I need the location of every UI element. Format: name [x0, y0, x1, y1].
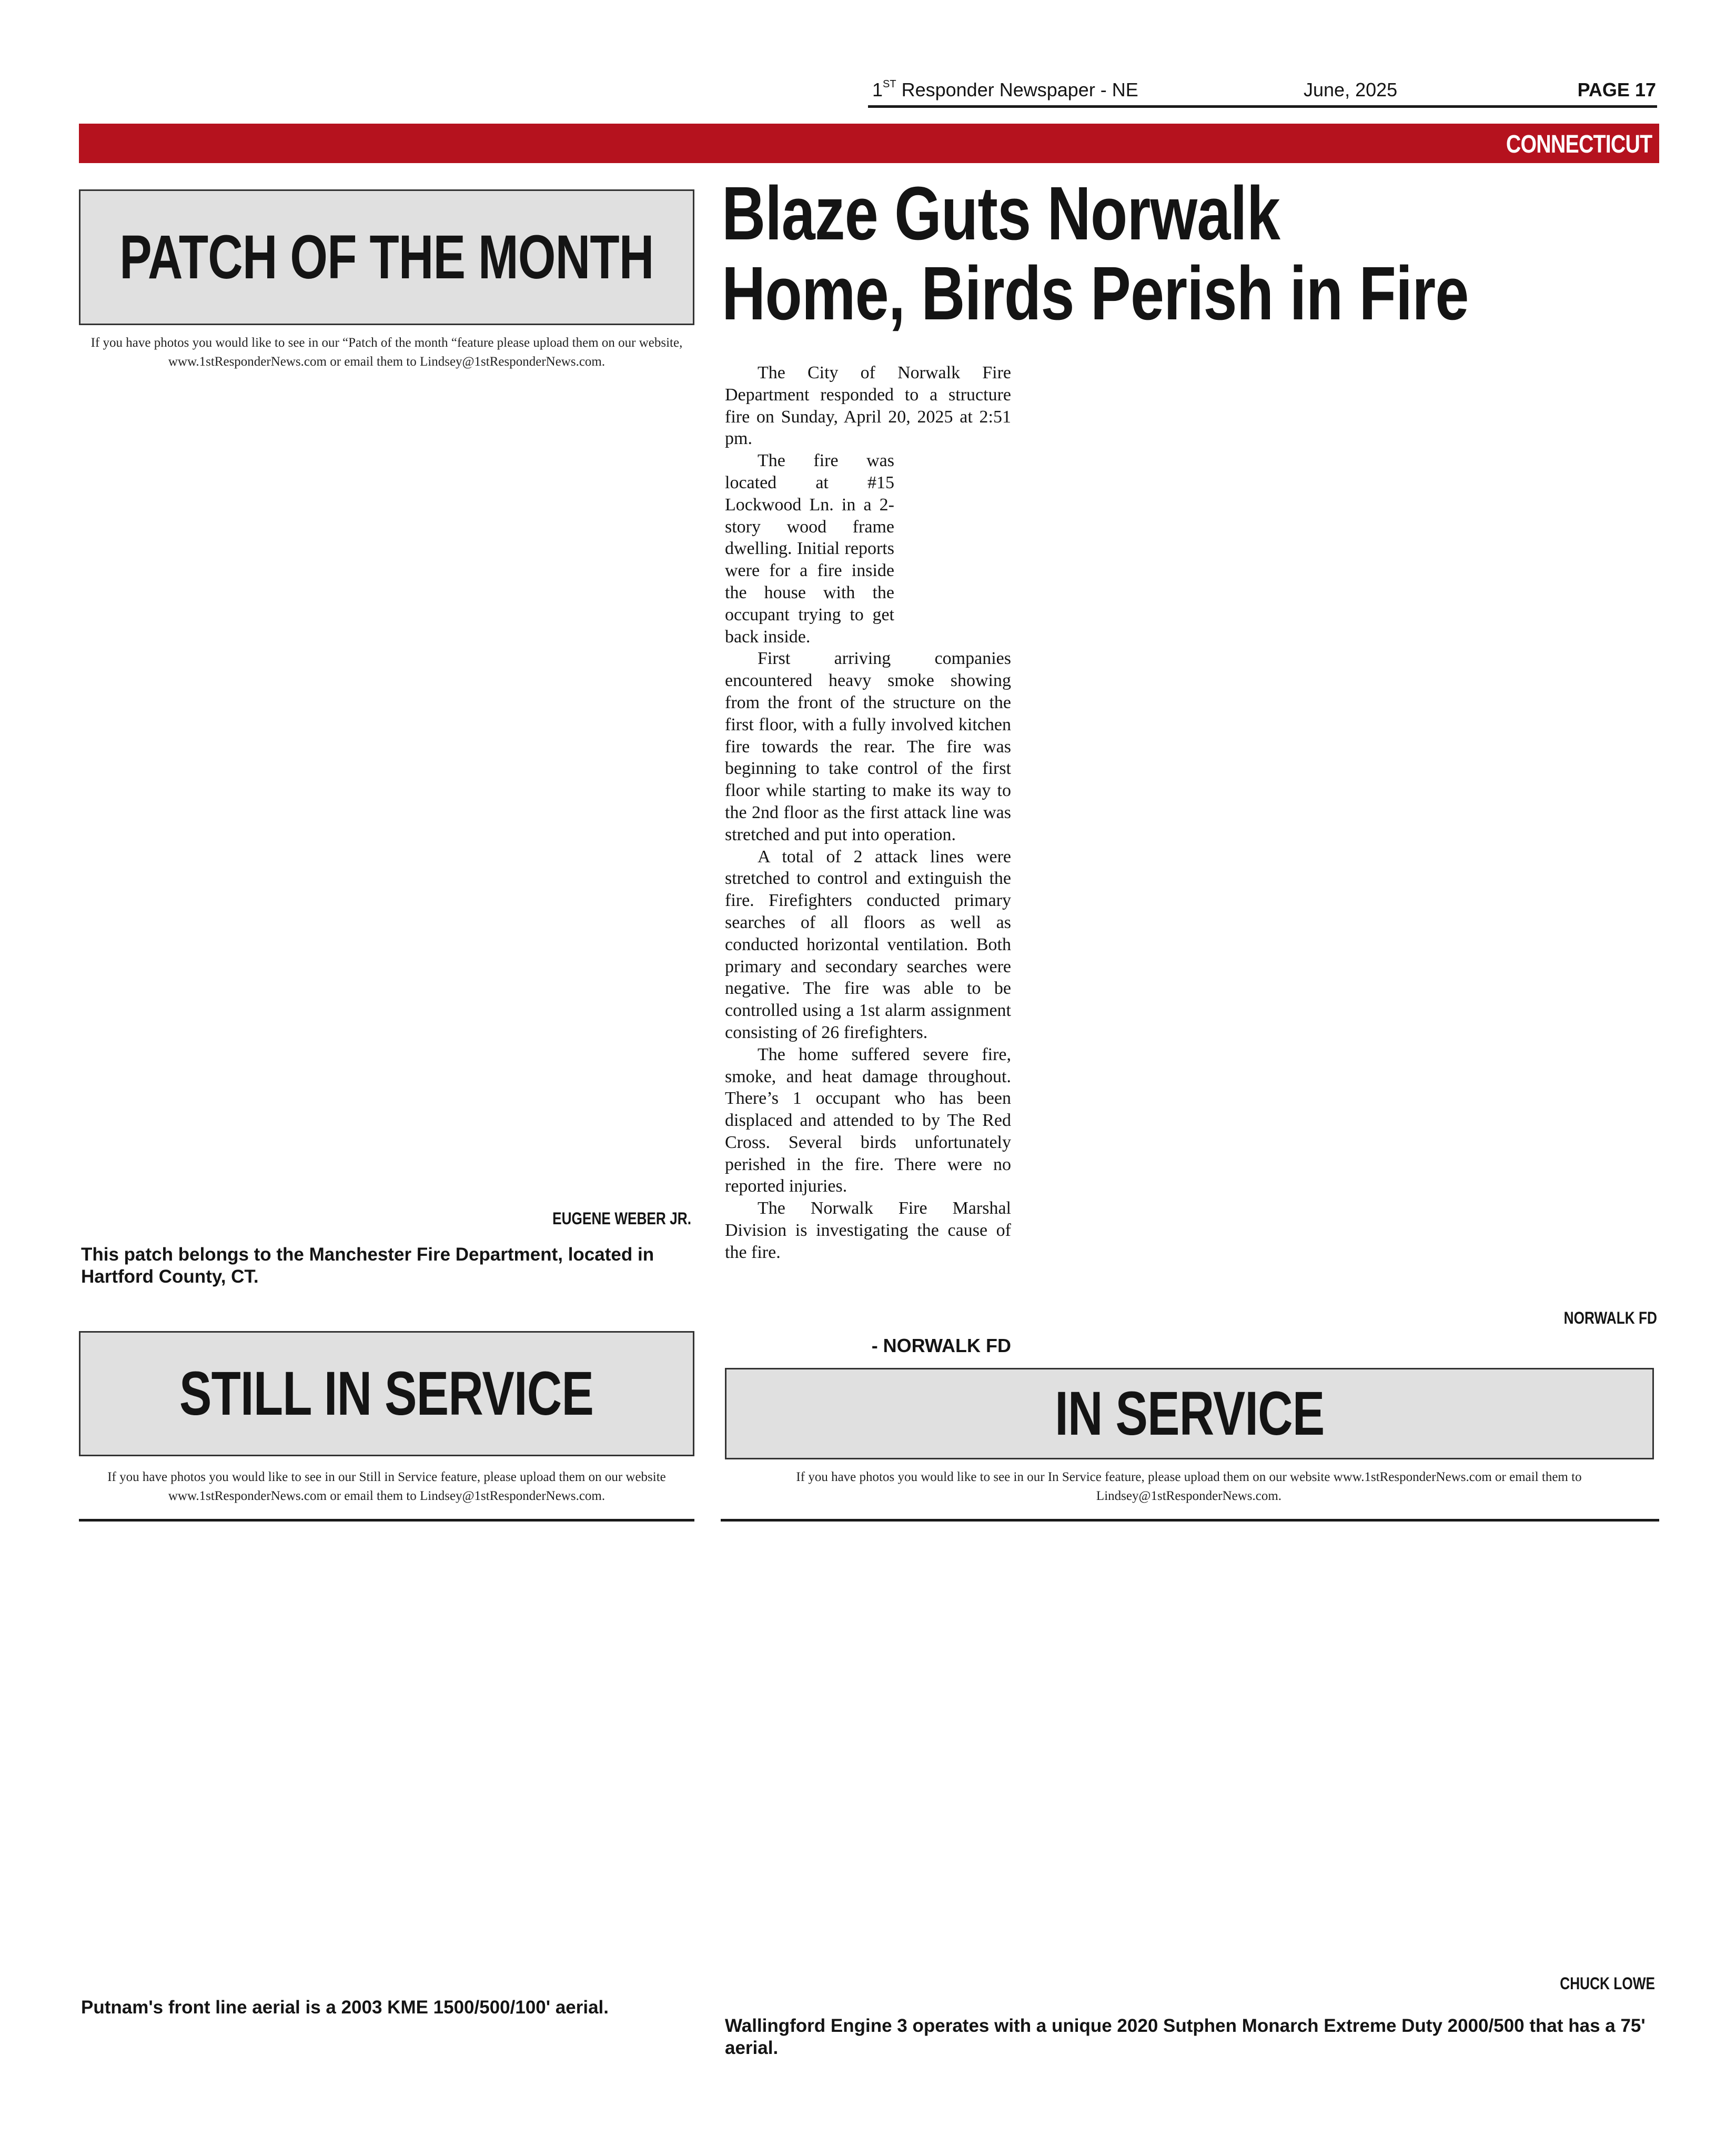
patch-photo: [79, 378, 694, 1204]
article-body: [725, 362, 1011, 1264]
article-photo: [1021, 368, 1658, 1305]
article-paragraph: The fire was located at #15 Lockwood Ln. in a 2-story wood frame dwelling. Initial reports were for a fire inside the house with the occupant trying to get back inside.: [725, 451, 894, 647]
issue-date: June, 2025: [1304, 79, 1398, 100]
article-paragraph: The home suffered severe fire, smoke, and heat damage throughout. There’s 1 occupant who has been displaced and attended to by The Red Cross. Several birds unfortunately perished in the fire. There were no reported injuries.: [725, 1044, 1011, 1196]
in-service-photo-credit: CHUCK LOWE: [1560, 1974, 1655, 1993]
still-in-service-photo: [79, 1536, 694, 1989]
article-photo-credit: NORWALK FD: [1563, 1308, 1657, 1327]
article-paragraph: The City of Norwalk Fire Department responded to a structure fire on Sunday, April 20, 2025 at 2:51 pm.: [725, 363, 1011, 449]
patch-of-the-month-box: [79, 189, 694, 325]
article-paragraph: A total of 2 attack lines were stretched to control and extinguish the fire. Firefighters conducted primary searches of all floors as well as conducted horizontal ventilation. Both primary and secondary searches were negative. The fire was able to be controlled using a 1st alarm assignment consisting of 26 firefighters.: [725, 847, 1011, 1042]
still-in-service-note: If you have photos you would like to see in our Still in Service feature, please upload them on our website www.1stResponderNews.com or email them to Lindsey@1stResponderNews.com.: [107, 1470, 666, 1503]
in-service-box: [725, 1368, 1654, 1459]
still-in-service-box: [79, 1331, 694, 1456]
article-byline: - NORWALK FD: [871, 1335, 1011, 1356]
article-paragraph: The Norwalk Fire Marshal Division is investigating the cause of the fire.: [725, 1198, 1011, 1262]
section-banner: [79, 124, 1659, 163]
still-in-service-title: STILL IN SERVICE: [179, 1359, 594, 1428]
in-service-rule: [721, 1519, 1659, 1522]
newspaper-name: 1ST Responder Newspaper - NE: [872, 78, 1138, 100]
page-number: PAGE 17: [1577, 79, 1656, 100]
patch-caption: This patch belongs to the Manchester Fire Department, located in Hartford County, CT.: [81, 1244, 654, 1287]
in-service-photo: [725, 1536, 1657, 1968]
patch-photo-credit: EUGENE WEBER JR.: [552, 1209, 691, 1228]
patch-of-the-month-title: PATCH OF THE MONTH: [119, 223, 654, 292]
still-in-service-rule: [79, 1519, 694, 1522]
in-service-note: If you have photos you would like to see in our In Service feature, please upload them on our website www.1stResponderNews.com or email them to Lindsey@1stResponderNews.com.: [796, 1470, 1582, 1503]
header-rule: [868, 105, 1657, 108]
article-headline: Blaze Guts Norwalk Home, Birds Perish in Fire: [722, 171, 1469, 336]
in-service-caption: Wallingford Engine 3 operates with a unique 2020 Sutphen Monarch Extreme Duty 2000/500 that has a 75' aerial.: [725, 2016, 1646, 2058]
still-in-service-caption: Putnam's front line aerial is a 2003 KME 1500/500/100' aerial.: [81, 1997, 609, 2018]
patch-feature-note: If you have photos you would like to see in our “Patch of the month “feature please upload them on our website, www.1stResponderNews.com or email them to Lindsey@1stResponderNews.com.: [90, 336, 683, 369]
in-service-title: IN SERVICE: [1054, 1379, 1325, 1448]
section-label: CONNECTICUT: [1506, 130, 1652, 158]
article-paragraph: First arriving companies encountered heavy smoke showing from the front of the structure on the first floor, with a fully involved kitchen fire towards the rear. The fire was beginning to take control of the first floor while starting to make its way to the 2nd floor as the first attack line was stretched and put into operation.: [725, 649, 1011, 844]
